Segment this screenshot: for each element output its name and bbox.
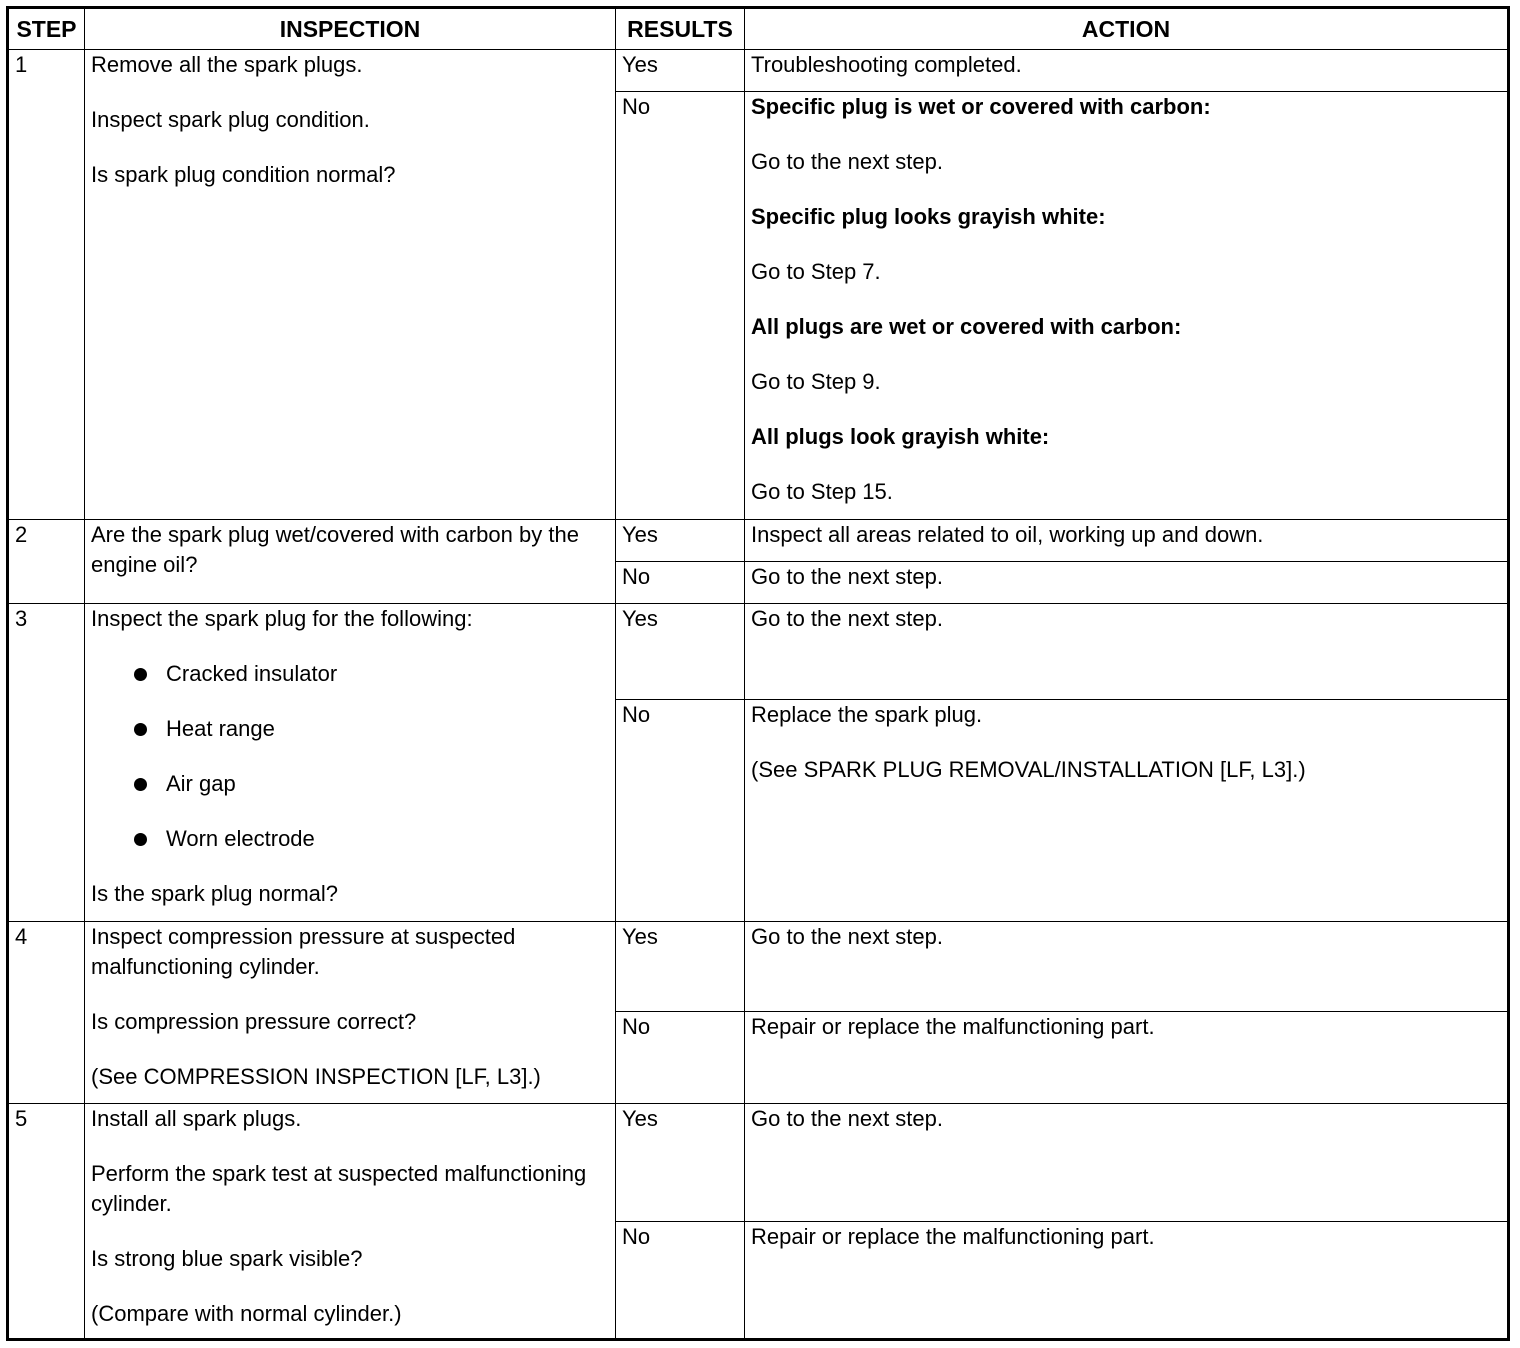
list-item: Air gap: [131, 769, 609, 799]
inspection-text: Remove all the spark plugs.: [91, 52, 363, 77]
case-text: Go to Step 15.: [751, 479, 893, 504]
header-results: RESULTS: [616, 8, 745, 50]
bullet-list: [91, 659, 609, 854]
header-row: [8, 8, 1509, 50]
result-no: No: [616, 1222, 745, 1340]
list-item: Cracked insulator: [131, 659, 609, 689]
action-no: Repair or replace the malfunctioning part.: [745, 1012, 1509, 1104]
inspection-text: Inspect spark plug condition.: [91, 107, 370, 132]
step-number: 4: [8, 922, 85, 1104]
inspection-cell: [85, 1104, 616, 1340]
inspection-text: Is the spark plug normal?: [91, 881, 339, 906]
header-step: STEP: [8, 8, 85, 50]
step-number: 2: [8, 520, 85, 604]
header-inspection: INSPECTION: [85, 8, 616, 50]
inspection-text: Perform the spark test at suspected malfunctioning cylinder.: [91, 1161, 587, 1216]
step-number: 3: [8, 604, 85, 922]
reference-text: (Compare with normal cylinder.): [91, 1301, 402, 1326]
inspection-text: Is spark plug condition normal?: [91, 162, 396, 187]
inspection-cell: [85, 50, 616, 520]
action-yes: Go to the next step.: [745, 922, 1509, 1012]
result-yes: Yes: [616, 50, 745, 92]
bullet-icon: [134, 778, 147, 791]
result-yes: Yes: [616, 1104, 745, 1222]
list-item: Worn electrode: [131, 824, 609, 854]
case-heading: All plugs are wet or covered with carbon:: [751, 314, 1182, 339]
case-text: Go to the next step.: [751, 149, 944, 174]
inspection-text: Inspect the spark plug for the following:: [91, 606, 473, 631]
case-heading: Specific plug is wet or covered with carbon:: [751, 94, 1211, 119]
reference-text: (See SPARK PLUG REMOVAL/INSTALLATION [LF, L3].): [751, 757, 1306, 782]
result-yes: Yes: [616, 520, 745, 562]
result-no: No: [616, 92, 745, 520]
troubleshooting-table: [6, 6, 1510, 1341]
inspection-text: Inspect compression pressure at suspected malfunctioning cylinder.: [91, 924, 516, 979]
bullet-icon: [134, 668, 147, 681]
inspection-text: Is strong blue spark visible?: [91, 1246, 363, 1271]
step-4-yes-row: [8, 922, 1509, 1012]
action-no: Repair or replace the malfunctioning part.: [745, 1222, 1509, 1340]
result-yes: Yes: [616, 604, 745, 700]
bullet-icon: [134, 723, 147, 736]
list-item: Heat range: [131, 714, 609, 744]
step-2-yes-row: [8, 520, 1509, 562]
action-yes: Troubleshooting completed.: [745, 50, 1509, 92]
inspection-text: Install all spark plugs.: [91, 1106, 302, 1131]
step-3-yes-row: [8, 604, 1509, 700]
action-no: [745, 92, 1509, 520]
result-no: No: [616, 562, 745, 604]
inspection-cell: [85, 604, 616, 922]
action-no: [745, 700, 1509, 922]
action-yes: Go to the next step.: [745, 1104, 1509, 1222]
case-text: Go to Step 9.: [751, 369, 881, 394]
inspection-text: Are the spark plug wet/covered with carbon by the engine oil?: [91, 522, 579, 577]
result-yes: Yes: [616, 922, 745, 1012]
step-5-yes-row: [8, 1104, 1509, 1222]
bullet-icon: [134, 833, 147, 846]
action-no: Go to the next step.: [745, 562, 1509, 604]
case-heading: All plugs look grayish white:: [751, 424, 1050, 449]
action-text: Replace the spark plug.: [751, 702, 983, 727]
inspection-cell: [85, 520, 616, 604]
case-text: Go to Step 7.: [751, 259, 881, 284]
inspection-cell: [85, 922, 616, 1104]
inspection-text: Is compression pressure correct?: [91, 1009, 417, 1034]
result-no: No: [616, 700, 745, 922]
step-number: 5: [8, 1104, 85, 1340]
step-1-yes-row: [8, 50, 1509, 92]
case-heading: Specific plug looks grayish white:: [751, 204, 1106, 229]
action-yes: Inspect all areas related to oil, working up and down.: [745, 520, 1509, 562]
header-action: ACTION: [745, 8, 1509, 50]
action-yes: Go to the next step.: [745, 604, 1509, 700]
step-number: 1: [8, 50, 85, 520]
result-no: No: [616, 1012, 745, 1104]
reference-text: (See COMPRESSION INSPECTION [LF, L3].): [91, 1064, 541, 1089]
